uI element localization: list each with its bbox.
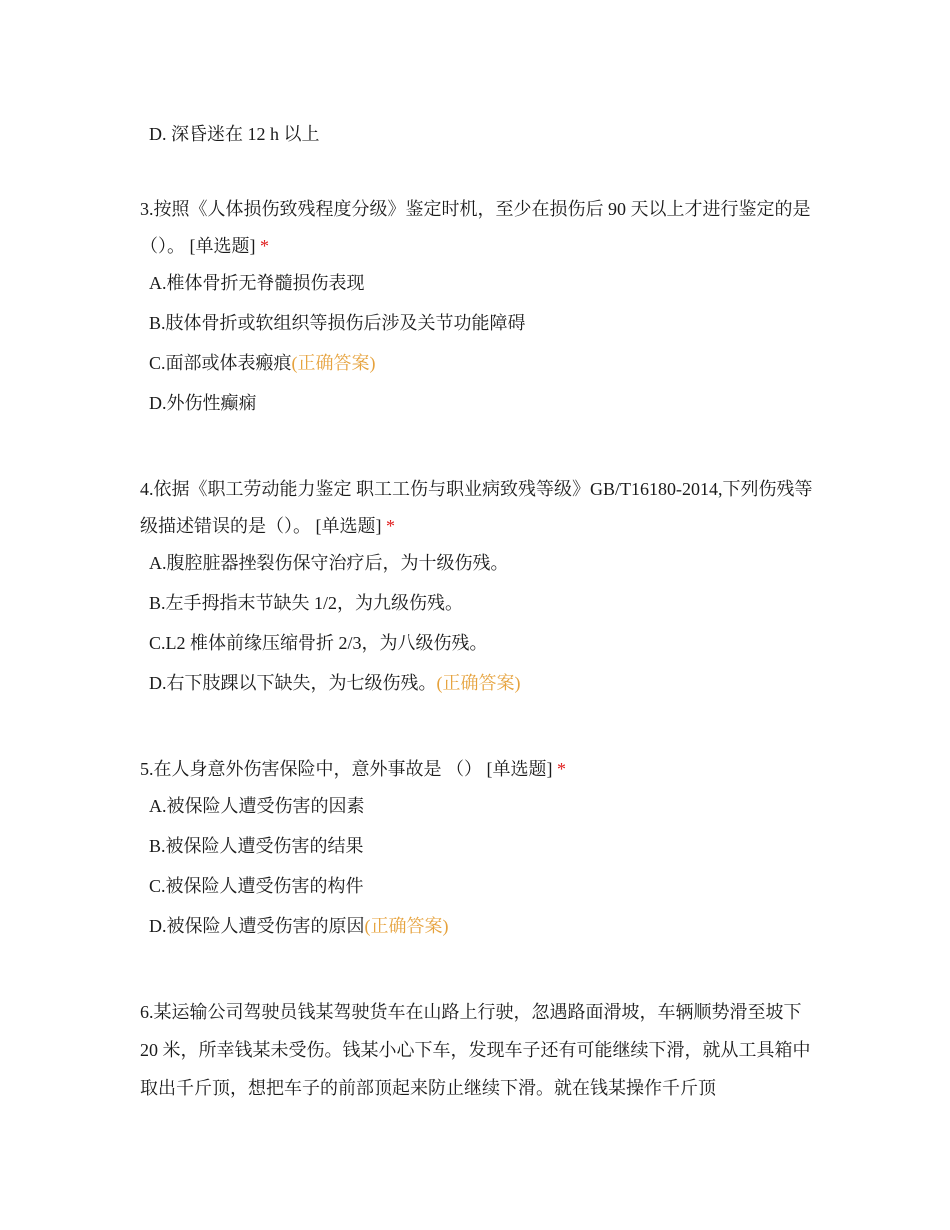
option-b: B.被保险人遭受伤害的结果 — [149, 836, 364, 856]
previous-question-option-d: D. 深昏迷在 12 h 以上 — [149, 124, 320, 144]
correct-answer-label: (正确答案) — [364, 916, 449, 936]
correct-answer-label: (正确答案) — [291, 353, 376, 373]
option-d: D.外伤性癫痫 — [149, 393, 257, 413]
required-mark: * — [557, 759, 566, 779]
question-type: [单选题] — [189, 236, 256, 256]
correct-answer-label: (正确答案) — [436, 673, 521, 693]
question-stem: 6.某运输公司驾驶员钱某驾驶货车在山路上行驶，忽遇路面滑坡，车辆顺势滑至坡下 20 米，所幸钱某未受伤。钱某小心下车，发现车子还有可能继续下滑，就从工具箱中取出千斤顶，想把车子的前部顶起来防止继续下滑。就在钱某操作千斤顶 — [140, 1002, 811, 1098]
option-b: B.肢体骨折或软组织等损伤后涉及关节功能障碍 — [149, 313, 526, 333]
question-type: [单选题] — [486, 759, 553, 779]
question-stem: 3.按照《人体损伤致残程度分级》鉴定时机，至少在损伤后 90 天以上才进行鉴定的是（）。 [单选题] * — [140, 199, 811, 256]
required-mark: * — [386, 516, 395, 536]
option-d: D.右下肢踝以下缺失，为七级伤残。(正确答案) — [149, 673, 521, 693]
question-6 — [140, 993, 820, 1107]
option-a: A.椎体骨折无脊髓损伤表现 — [149, 273, 365, 293]
required-mark: * — [260, 236, 269, 256]
option-d: D.被保险人遭受伤害的原因(正确答案) — [149, 916, 449, 936]
question-stem: 5.在人身意外伤害保险中，意外事故是 （） [单选题] * — [140, 759, 566, 779]
option-b: B.左手拇指末节缺失 1/2，为九级伤残。 — [149, 593, 464, 613]
option-c: C.面部或体表瘢痕(正确答案) — [149, 353, 376, 373]
option-a: A.腹腔脏器挫裂伤保守治疗后，为十级伤残。 — [149, 553, 509, 573]
question-5 — [140, 751, 820, 954]
option-c: C.被保险人遭受伤害的构件 — [149, 876, 364, 896]
question-3 — [140, 191, 820, 431]
question-4 — [140, 471, 820, 711]
question-stem: 4.依据《职工劳动能力鉴定 职工工伤与职业病致残等级》GB/T16180-2014,下列伤残等级描述错误的是（）。 [单选题] * — [140, 479, 813, 536]
options-list — [149, 271, 820, 431]
options-list — [149, 794, 820, 954]
option-c: C.L2 椎体前缘压缩骨折 2/3，为八级伤残。 — [149, 633, 488, 653]
options-list — [149, 551, 820, 711]
option-a: A.被保险人遭受伤害的因素 — [149, 796, 365, 816]
question-type: [单选题] — [315, 516, 382, 536]
